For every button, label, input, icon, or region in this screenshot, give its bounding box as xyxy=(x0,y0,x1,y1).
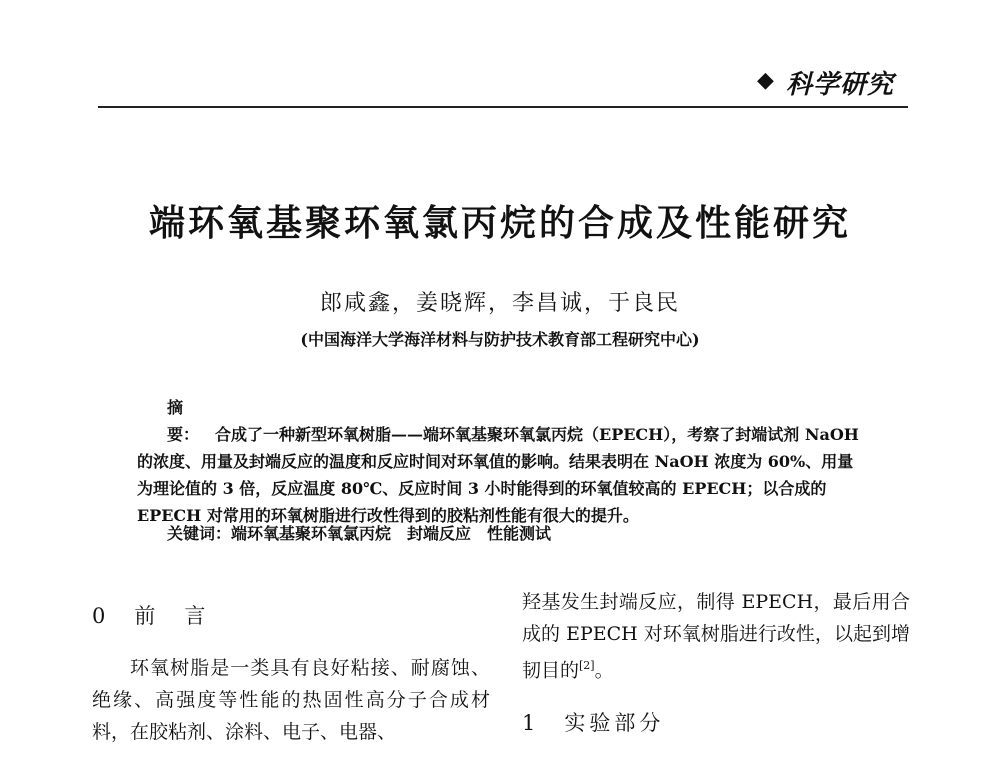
paper-authors: 郎咸鑫，姜晓辉，李昌诚，于良民 xyxy=(319,291,680,316)
right-paragraph-end: 。 xyxy=(594,659,614,682)
intro-paragraph: 环氧树脂是一类具有良好粘接、耐腐蚀、绝缘、高强度等性能的热固性高分子合成材料，在胶粘剂、涂料、电子、电器、 xyxy=(92,657,490,743)
paper-affiliation: (中国海洋大学海洋材料与防护技术教育部工程研究中心) xyxy=(300,330,700,349)
header-rule xyxy=(98,106,908,108)
right-paragraph xyxy=(522,586,910,686)
abstract-label: 摘 要： xyxy=(167,398,200,444)
keywords-label: 关键词： xyxy=(167,524,232,543)
section-heading-intro: 0 前 言 xyxy=(92,604,210,628)
keywords xyxy=(167,521,551,544)
abstract-text: 合成了一种新型环氧树脂——端环氧基聚环氧氯丙烷（EPECH），考察了封端试剂 NaOH 的浓度、用量及封端反应的温度和反应时间对环氧值的影响。结果表明在 NaOH 浓度为 60%、用量为理论值的 3 倍，反应温度 80℃、反应时间 3 小时能得到的环氧值较高的 EPECH；以合成的 EPECH 对常用的环氧树脂进行改性得到的胶粘剂性能有很大的提升。 xyxy=(137,425,859,525)
citation-ref: [2] xyxy=(579,659,595,672)
section-heading-experiment: 1 实验部分 xyxy=(522,711,665,735)
journal-section-label: 科学研究 xyxy=(786,70,895,100)
paper-title: 端环氧基聚环氧氯丙烷的合成及性能研究 xyxy=(148,202,851,244)
diamond-icon: ◆ xyxy=(757,68,774,93)
keywords-text: 端环氧基聚环氧氯丙烷 封端反应 性能测试 xyxy=(231,524,552,543)
abstract xyxy=(137,394,867,529)
right-paragraph-text: 羟基发生封端反应，制得 EPECH，最后用合成的 EPECH 对环氧树脂进行改性，以起到增韧目的 xyxy=(522,591,910,682)
